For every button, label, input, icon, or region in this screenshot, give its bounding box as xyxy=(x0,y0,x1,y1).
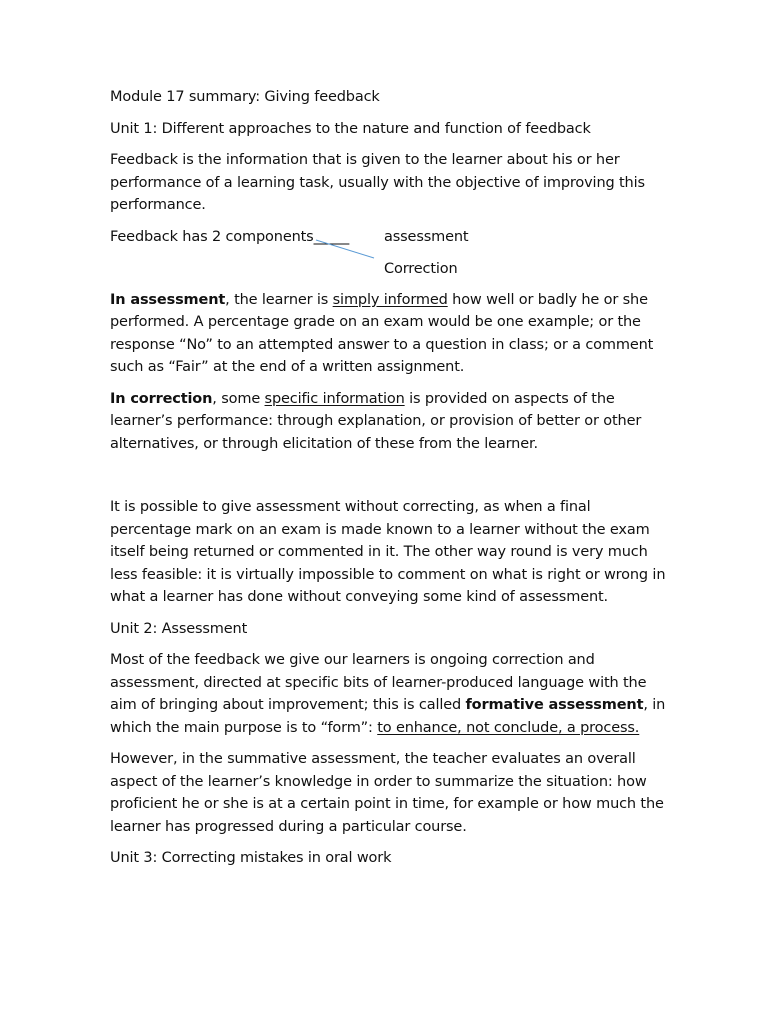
unit-1-heading: Unit 1: Different approaches to the nature and function of feedback xyxy=(110,120,591,137)
formative-text-1: Most of the feedback we give our learners is ongoing correction and assessment, directed at specific bits of learner-produced language with the aim of bringing about improvement; this is called xyxy=(110,652,647,713)
correction-term: In correction xyxy=(110,390,213,407)
summative-assessment-paragraph: However, in the summative assessment, the teacher evaluates an overall aspect of the learner’s knowledge in order to summarize the situation: how proficient he or she is at a certain point in time, for example or how much the learner has progressed during a particular course. xyxy=(110,751,664,835)
unit-3-heading: Unit 3: Correcting mistakes in oral work xyxy=(110,850,392,866)
feedback-components-diagram xyxy=(110,226,670,284)
formative-underlined: to enhance, not conclude, a process. xyxy=(377,719,640,736)
component-correction: Correction xyxy=(384,260,458,277)
assessment-term: In assessment xyxy=(110,291,226,308)
document-title: Module 17 summary: Giving feedback xyxy=(110,89,380,105)
feedback-definition-paragraph: Feedback is the information that is given to the learner about his or her performance of a learning task, usually with the objective of improving this performance. xyxy=(110,152,645,213)
components-lead-text: Feedback has 2 components xyxy=(110,228,314,245)
document-body xyxy=(110,86,670,879)
component-assessment: assessment xyxy=(384,228,469,245)
assessment-text-2: how well or badly he or she performed. A percentage grade on an exam would be one example; or the response “No” to an attempted answer to a question in class; or a comment such as “Fair” at the end of a written assignment. xyxy=(110,291,654,375)
assessment-paragraph xyxy=(110,289,670,379)
correction-paragraph xyxy=(110,388,670,456)
assessment-without-correction-paragraph: It is possible to give assessment without correcting, as when a final percentage mark on an exam is made known to a learner without the exam itself being returned or commented in it. The other way round is very much less feasible: it is virtually impossible to comment on what is right or wrong in what a learner has done without conveying some kind of assessment. xyxy=(110,499,666,605)
correction-underlined: specific information xyxy=(264,390,405,407)
components-lead xyxy=(110,226,349,249)
components-blank: _____ xyxy=(313,228,350,245)
correction-text-1: , some xyxy=(212,390,265,407)
assessment-underlined: simply informed xyxy=(332,291,448,308)
formative-assessment-paragraph xyxy=(110,649,670,739)
correction-text-2: is provided on aspects of the learner’s performance: through explanation, or provision of better or other alternatives, or through elicitation of these from the learner. xyxy=(110,390,642,452)
formative-term: formative assessment xyxy=(465,697,644,713)
component-connector-line xyxy=(316,240,378,260)
formative-text-2: , in which the main purpose is to “form”: xyxy=(110,697,666,736)
assessment-text-1: , the learner is xyxy=(225,291,333,308)
unit-2-heading: Unit 2: Assessment xyxy=(110,620,248,637)
